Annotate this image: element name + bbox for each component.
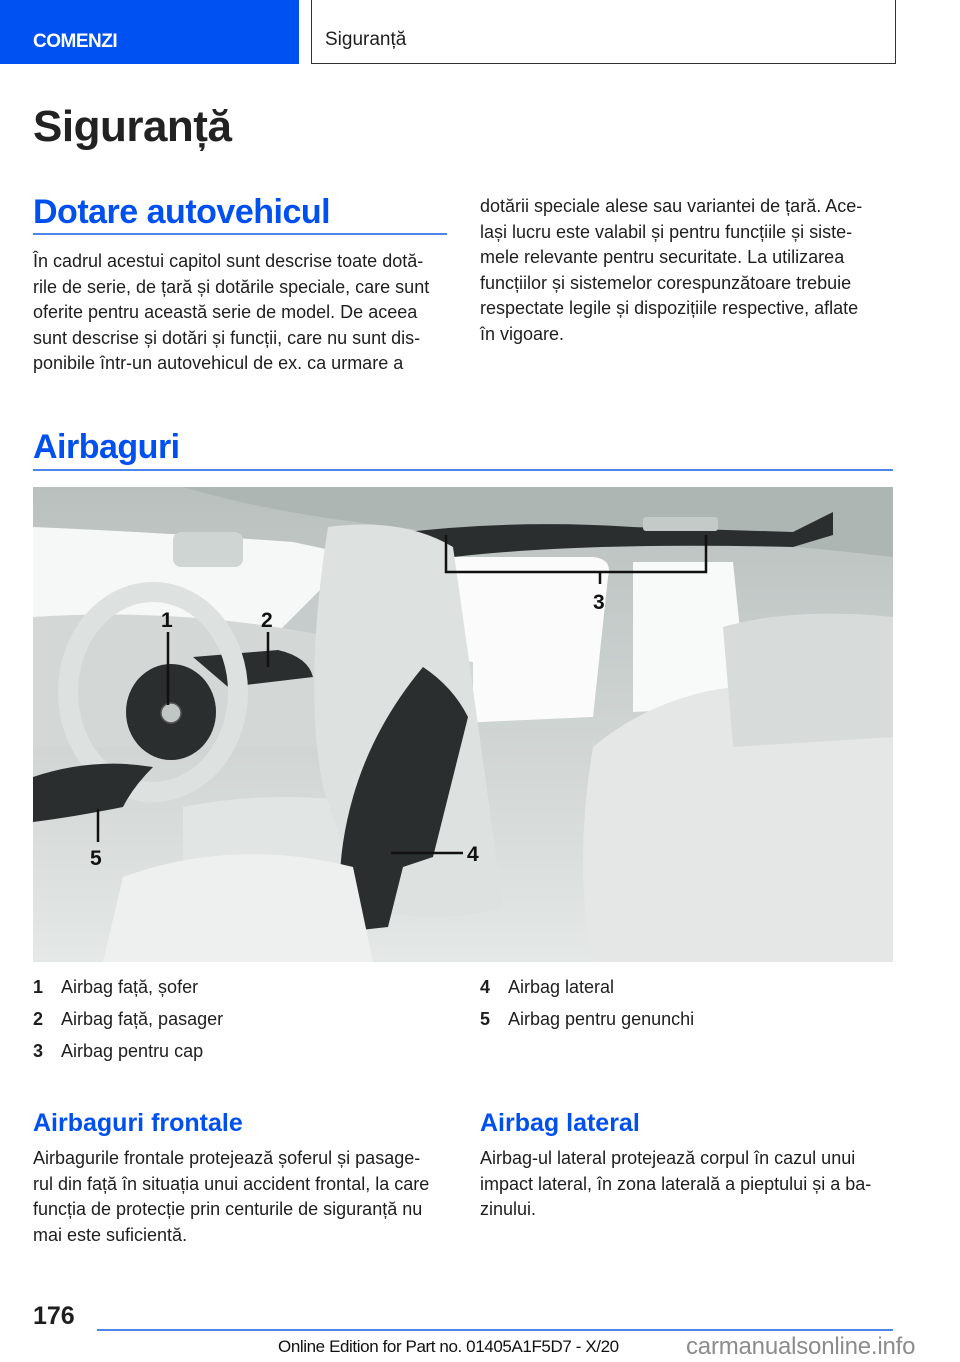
text-line: respectate legile și dispozițiile respective, aflate [480,298,859,318]
legend-number: 1 [33,977,44,997]
text-line: dotării speciale alese sau variantei de țară. Ace- [480,196,863,216]
dotare-paragraph-col2 [480,194,862,347]
figure-legend-col1 [33,971,223,1067]
legend-number: 2 [33,1009,44,1029]
chapter-header [311,0,896,64]
text-line: Airbag-ul lateral protejează corpul în cazul unui [480,1148,856,1168]
text-line: oferite pentru această serie de model. De aceea [33,302,418,322]
page-number: 176 [33,1302,75,1330]
text-line: impact lateral, în zona laterală a pieptului și a ba- [480,1173,872,1194]
text-line: sunt descrise și dotări și funcții, care nu sunt dis- [33,327,421,348]
callout-1: 1 [161,609,173,632]
text-line: mai este suficientă. [33,1224,188,1245]
text-line: funcțiilor și sistemelor corespunzătoare trebuie [480,272,852,293]
dotare-paragraph-col1 [33,249,429,377]
heading-rule [33,469,893,471]
text-line: rile de serie, de țară și dotările speciale, care sunt [33,276,430,297]
section-tab-label: COMENZI [33,31,118,52]
heading-rule [33,233,447,235]
text-line: zinului. [480,1199,537,1219]
lateral-paragraph [480,1146,871,1223]
legend-number: 3 [33,1041,44,1061]
text-line: În cadrul acestui capitol sunt descrise toate dotă- [33,251,424,271]
footer-rule [97,1329,893,1331]
text-line: lași lucru este valabil și pentru funcțiile și siste- [480,221,853,242]
legend-label: Airbag lateral [508,977,615,997]
legend-number: 5 [480,1009,491,1029]
watermark[interactable]: carmanualsonline.info [686,1333,916,1360]
frontale-paragraph [33,1146,429,1248]
callout-2: 2 [261,609,273,632]
text-line: ponibile într-un autovehicul de ex. ca urmare a [33,353,404,373]
heading-dotare-autovehicul: Dotare autovehicul [33,193,331,231]
text-line: mele relevante pentru securitate. La utilizarea [480,247,845,267]
edition-text: Online Edition for Part no. 01405A1F5D7 - X/20 [278,1337,619,1356]
text-line: Airbagurile frontale protejează șoferul și pasage- [33,1148,421,1168]
legend-item [33,1003,223,1035]
airbag-illustration [33,487,893,962]
page-title: Siguranță [33,102,232,151]
legend-item [480,971,694,1003]
section-tab[interactable] [0,0,299,64]
figure-legend-col2 [480,971,694,1035]
legend-item [33,971,223,1003]
legend-label: Airbag pentru cap [61,1041,204,1061]
legend-item [480,1003,694,1035]
chapter-label: Siguranță [325,29,407,50]
legend-item [33,1035,223,1067]
legend-label: Airbag față, șofer [61,977,199,997]
legend-number: 4 [480,977,491,997]
text-line: funcția de protecție prin centurile de siguranță nu [33,1199,423,1219]
callout-5: 5 [90,847,102,870]
legend-label: Airbag pentru genunchi [508,1009,695,1029]
callout-3: 3 [593,591,605,614]
heading-airbag-lateral: Airbag lateral [480,1109,640,1137]
legend-label: Airbag față, pasager [61,1009,224,1029]
callout-4: 4 [467,843,479,866]
text-line: în vigoare. [480,323,565,344]
text-line: rul din față în situația unui accident frontal, la care [33,1173,430,1194]
heading-airbaguri-frontale: Airbaguri frontale [33,1109,243,1137]
heading-airbaguri: Airbaguri [33,428,180,466]
